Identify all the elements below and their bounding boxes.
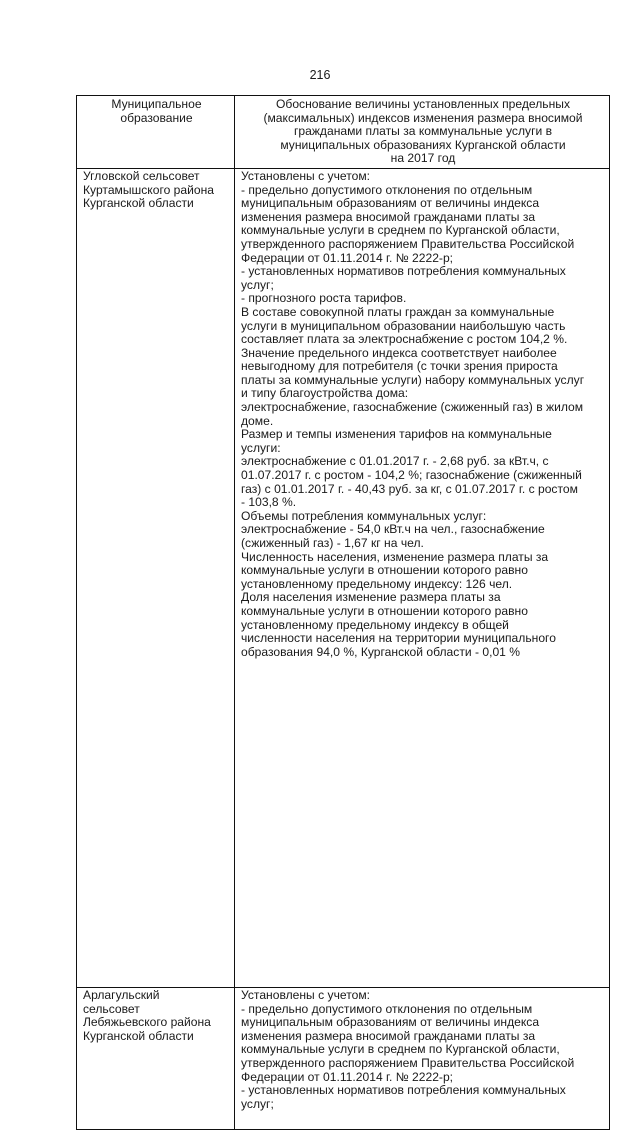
justification-line: услуги в муниципальном образовании наибольшую часть (241, 318, 566, 333)
justification-line: изменения размера вносимой гражданами платы за (241, 209, 536, 224)
justification-line: Объемы потребления коммунальных услуг: (241, 508, 487, 523)
justification-line: (сжиженный газ) - 1,67 кг на чел. (241, 536, 424, 550)
municipality-cell (77, 168, 235, 987)
justification-line: электроснабжение, газоснабжение (сжиженный газ) в жилом (241, 400, 584, 415)
justification-line: утвержденного распоряжением Правительства Российской (241, 1055, 575, 1070)
header-justification-line: (максимальных) индексов изменения размера вносимой (263, 110, 583, 125)
justification-line: Размер и темпы изменения тарифов на коммунальные (241, 427, 552, 442)
table-row (77, 168, 610, 987)
municipality-line: Курганской области (83, 1028, 194, 1043)
justification-line: коммунальные услуги в отношении которого равно (241, 563, 528, 578)
municipality-line: Курганской области (83, 196, 194, 211)
justification-text (241, 989, 605, 1129)
justification-line: коммунальные услуги в среднем по Курганской области, (241, 223, 560, 238)
justification-line: - прогнозного роста тарифов. (241, 291, 407, 306)
justification-line: установленному предельному индексу: 126 чел. (241, 576, 513, 591)
justification-line: газ) с 01.01.2017 г. - 40,43 руб. за кг, с 01.07.2017 г. с ростом (241, 481, 578, 496)
justification-line: 01.07.2017 г. с ростом - 104,2 %; газоснабжение (сжиженный (241, 468, 582, 483)
header-justification-line: гражданами платы за коммунальные услуги в (293, 124, 553, 139)
justification-line: Численность населения, изменение размера платы за (241, 549, 549, 564)
justification-line: услуги: (241, 440, 281, 455)
justification-line: электроснабжение с 01.01.2017 г. - 2,68 руб. за кВт.ч, с (241, 454, 549, 469)
justification-line: образования 94,0 %, Курганской области - 0,01 % (241, 644, 521, 659)
justification-table (76, 95, 610, 1130)
justification-line: Установлены с учетом: (241, 169, 370, 183)
justification-line: - предельно допустимого отклонения по отдельным (241, 1001, 533, 1016)
justification-line: услуг; (241, 277, 274, 292)
page-number: 216 (309, 68, 331, 82)
justification-line: Значение предельного индекса соответствует наиболее (241, 345, 557, 360)
justification-line: - установленных нормативов потребления коммунальных (241, 1083, 566, 1098)
municipality-line: Арлагульский (83, 987, 160, 1002)
justification-line: изменения размера вносимой гражданами платы за (241, 1028, 536, 1043)
municipality-line: Угловской сельсовет (83, 168, 200, 183)
justification-line: коммунальные услуги в отношении которого равно (241, 603, 528, 618)
justification-line: Федерации от 01.11.2014 г. № 2222-р; (241, 250, 454, 265)
justification-line: платы за коммунальные услуги) набору коммунальных услуг (241, 372, 585, 387)
justification-text (241, 170, 605, 987)
justification-line: коммунальные услуги в среднем по Курганской области, (241, 1042, 560, 1057)
municipality-cell (77, 987, 235, 1129)
justification-line: установленному предельному индексу в общей (241, 617, 509, 632)
justification-line: утвержденного распоряжением Правительства Российской (241, 236, 575, 251)
justification-line: численности населения на территории муниципального (241, 631, 556, 646)
justification-line: - предельно допустимого отклонения по отдельным (241, 182, 533, 197)
justification-line: Федерации от 01.11.2014 г. № 2222-р; (241, 1069, 454, 1084)
municipality-line: Лебяжьевского района (83, 1015, 211, 1030)
justification-line: составляет плата за электроснабжение с ростом 104,2 %. (241, 332, 568, 347)
justification-line: невыгодному для потребителя (с точки зрения прироста (241, 359, 558, 374)
header-municipality-line: Муниципальное (111, 97, 202, 111)
table-row (77, 987, 610, 1129)
justification-line: Доля населения изменение размера платы за (241, 590, 501, 605)
header-justification-cell (235, 96, 610, 169)
justification-line: и типу благоустройства дома: (241, 386, 409, 401)
header-justification-line: Обоснование величины установленных предельных (275, 97, 571, 111)
justification-cell (235, 168, 610, 987)
header-justification-line: на 2017 год (390, 151, 456, 166)
justification-line: услуг; (241, 1096, 274, 1111)
table-header-row (77, 96, 610, 169)
municipality-line: сельсовет (83, 1001, 140, 1016)
justification-line: Установлены с учетом: (241, 988, 370, 1002)
justification-line: - 103,8 %. (241, 495, 297, 510)
justification-line: доме. (241, 413, 274, 428)
header-municipality-line: образование (120, 110, 193, 125)
municipality-line: Куртамышского района (83, 182, 215, 197)
justification-line: муниципальным образованиям от величины индекса (241, 196, 540, 211)
justification-line: муниципальным образованиям от величины индекса (241, 1015, 540, 1030)
justification-line: В составе совокупной платы граждан за коммунальные (241, 304, 555, 319)
justification-line: - установленных нормативов потребления коммунальных (241, 264, 566, 279)
justification-cell (235, 987, 610, 1129)
header-municipality-cell (77, 96, 235, 169)
header-justification-line: муниципальных образованиях Курганской области (280, 137, 566, 152)
justification-line: электроснабжение - 54,0 кВт.ч на чел., газоснабжение (241, 522, 545, 537)
